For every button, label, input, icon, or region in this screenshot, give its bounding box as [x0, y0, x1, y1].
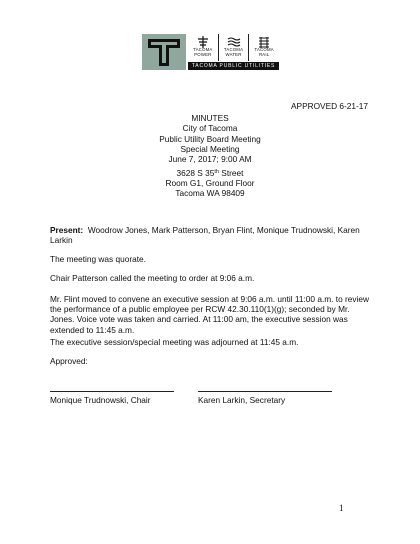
address-line-2: Room G1, Ground Floor	[165, 178, 255, 188]
logo-unit-label: TACOMA RAIL	[254, 47, 274, 57]
secretary-signature-line	[198, 391, 332, 392]
logo-units	[188, 34, 279, 61]
minutes-header	[120, 113, 300, 164]
minutes-title: MINUTES	[191, 113, 229, 123]
motion-paragraph: Mr. Flint moved to convene an executive session at 9:06 a.m. until 11:00 a.m. to review the performance of a public employee per RCW 42.30.110(1)(g); seconded by Mr. Jones. Voice vote was taken and carried. At 11:00 am, the executive session was extended to 11:45 a.m.	[50, 294, 369, 335]
address-line-1: 3628 S 35th Street	[176, 168, 244, 178]
board-name: Public Utility Board Meeting	[159, 133, 261, 144]
logo-unit-water	[218, 34, 249, 61]
call-to-order-paragraph: Chair Patterson called the meeting to order at 9:06 a.m.	[50, 273, 255, 283]
present-label: Present:	[50, 225, 84, 235]
meeting-date: June 7, 2017; 9:00 AM	[168, 154, 252, 165]
approval-stamp: APPROVED 6-21-17	[291, 101, 369, 111]
present-paragraph	[50, 225, 370, 245]
meeting-type: Special Meeting	[180, 143, 240, 154]
chair-signature-line	[50, 391, 174, 392]
logo-unit-power	[188, 34, 218, 61]
address-line-3: Tacoma WA 98409	[175, 188, 245, 198]
logo-bar-text: TACOMA PUBLIC UTILITIES	[188, 62, 279, 70]
secretary-signature-name: Karen Larkin, Secretary	[198, 395, 286, 405]
meeting-address	[120, 168, 300, 198]
tacoma-t-icon	[142, 34, 186, 70]
logo-unit-label: TACOMA POWER	[193, 47, 213, 57]
present-names: Woodrow Jones, Mark Patterson, Bryan Flint, Monique Trudnowski, Karen Larkin	[50, 225, 360, 246]
org-name: City of Tacoma	[182, 123, 238, 134]
tacoma-public-utilities-logo	[142, 34, 279, 70]
page-number: 1	[339, 503, 344, 513]
adjourned-paragraph: The executive session/special meeting was adjourned at 11:45 a.m.	[50, 337, 299, 347]
logo-unit-label: TACOMA WATER	[223, 47, 244, 57]
logo-unit-rail	[248, 34, 279, 61]
chair-signature-name: Monique Trudnowski, Chair	[50, 395, 151, 405]
approved-label: Approved:	[50, 356, 88, 366]
quorate-paragraph: The meeting was quorate.	[50, 254, 146, 264]
